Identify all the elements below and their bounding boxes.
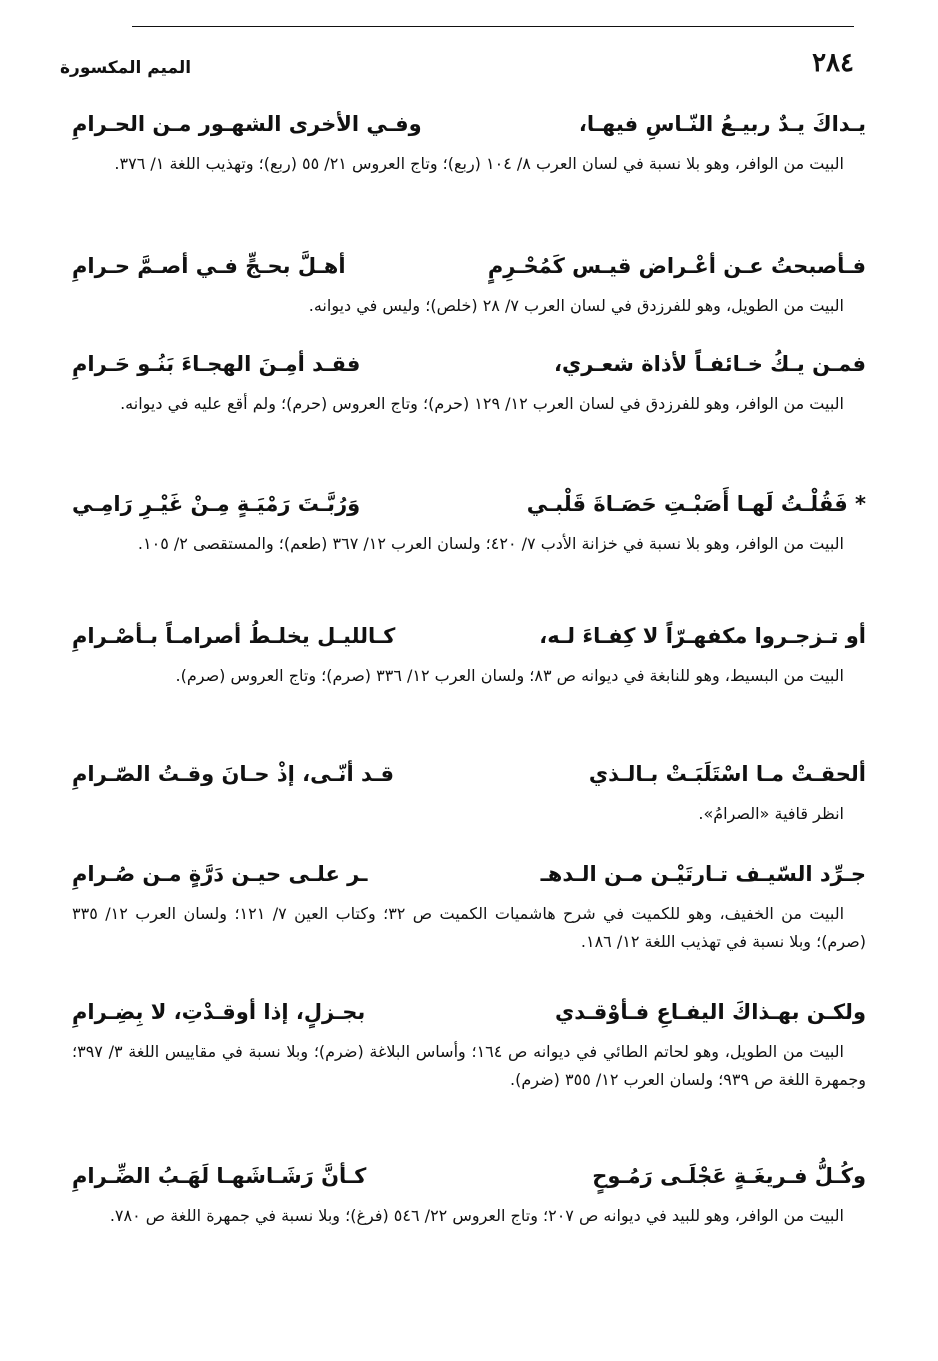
verse-note: البيت من الوافر، وهو للبيد في ديوانه ص ٢٠٧؛ وتاج العروس ٢٢/ ٥٤٦ (فرغ)؛ وبلا نسبة في جمهرة اللغة ص ٧٨٠. bbox=[109, 1206, 844, 1225]
verse-first-hemistich: فمـن يـكُ خـائفـاً لأذاة شعـري، bbox=[553, 352, 866, 376]
verse-note: البيت من الوافر، وهو بلا نسبة في خزانة الأدب ٧/ ٤٢٠؛ ولسان العرب ١٢/ ٣٦٧ (طعم)؛ والمستقصى ٢/ ١٠٥. bbox=[137, 534, 844, 553]
verse-first-hemistich: فـأصبحتُ عـن أعْـراض قيـس كَمُحْـرِمٍ bbox=[487, 254, 866, 278]
verse-second-hemistich: بجـزلٍ، إذا أوقـدْتِ، لا بِضِـرامِ bbox=[72, 1000, 366, 1024]
verse-entry bbox=[72, 108, 866, 178]
verse-second-hemistich: قـد أنّـى، إذْ حـانَ وقـتُ الصّـرامِ bbox=[72, 762, 395, 786]
verse-second-hemistich: أهـلَّ بحـجٍّ فـي أصـمَّ حـرامِ bbox=[72, 254, 346, 278]
page-number: ٢٨٤ bbox=[812, 48, 854, 78]
verse-first-hemistich: ولكـن بهـذاكَ اليفـاعِ فـأوْقـدي bbox=[554, 1000, 866, 1024]
verse-second-hemistich: فقـد أمِـنَ الهجـاءَ بَنُـو حَـرامِ bbox=[72, 352, 361, 376]
verse-line bbox=[72, 348, 866, 388]
verse-first-hemistich: * فَقُلْـتُ لَهـا أَصَبْـتِ حَصَـاةَ قَلْبـي bbox=[526, 492, 866, 516]
header-rule bbox=[132, 26, 854, 27]
verse-line bbox=[72, 108, 866, 148]
verse-entry bbox=[72, 620, 866, 690]
verse-second-hemistich: ـر علـى حيـن دَرَّةٍ مـن صُـرامِ bbox=[72, 862, 368, 886]
verse-entry bbox=[72, 488, 866, 558]
verse-second-hemistich: كـأنَّ رَشَـاشَهـا لَهَـبُ الضِّـرامِ bbox=[72, 1164, 367, 1188]
verse-entry bbox=[72, 348, 866, 418]
verse-line bbox=[72, 250, 866, 290]
verse-note: البيت من الطويل، وهو لحاتم الطائي في ديوانه ص ١٦٤؛ وأساس البلاغة (ضرم)؛ وبلا نسبة في مقاييس اللغة ٣/ ٣٩٧؛ وجمهرة اللغة ص ٩٣٩؛ ولسان العرب ١٢/ ٣٥٥ (ضرم). bbox=[72, 1042, 866, 1089]
verse-entry bbox=[72, 758, 866, 828]
verse-line bbox=[72, 758, 866, 798]
verse-note: البيت من الوافر، وهو بلا نسبة في لسان العرب ٨/ ١٠٤ (ربع)؛ وتاج العروس ٢١/ ٥٥ (ربع)؛ وتهذيب اللغة ١/ ٣٧٦. bbox=[114, 154, 844, 173]
verse-note: انظر قافية «الصرامُ». bbox=[698, 804, 844, 823]
verse-first-hemistich: أو تـزجـروا مكفهـرّاً لا كِفـاءَ لـه، bbox=[539, 624, 866, 648]
verse-first-hemistich: يـداكَ يـدٌ ربيـعُ النّـاسِ فيهـا، bbox=[578, 112, 866, 136]
verse-line bbox=[72, 620, 866, 660]
verse-line bbox=[72, 996, 866, 1036]
verse-first-hemistich: وكُـلُّ فـريغَـةٍ عَجْلَـى رَمُـوحٍ bbox=[592, 1164, 866, 1188]
verse-second-hemistich: وفـي الأخرى الشهـور مـن الحـرامِ bbox=[72, 112, 422, 136]
verse-line bbox=[72, 1160, 866, 1200]
verse-note: البيت من الوافر، وهو للفرزدق في لسان العرب ١٢/ ١٢٩ (حرم)؛ وتاج العروس (حرم)؛ ولم أقع عليه في ديوانه. bbox=[120, 394, 844, 413]
page-header bbox=[60, 48, 854, 88]
verse-note: البيت من الطويل، وهو للفرزدق في لسان العرب ٧/ ٢٨ (خلص)؛ وليس في ديوانه. bbox=[308, 296, 844, 315]
verse-first-hemistich: ألحقـتْ مـا اسْتَلَبَـتْ بـالـذي bbox=[588, 762, 866, 786]
verse-line bbox=[72, 858, 866, 898]
verse-line bbox=[72, 488, 866, 528]
verse-note: البيت من الخفيف، وهو للكميت في شرح هاشميات الكميت ص ٣٢؛ وكتاب العين ٧/ ١٢١؛ ولسان العرب ١٢/ ٣٣٥ (صرم)؛ وبلا نسبة في تهذيب اللغة ١٢/ ١٨٦. bbox=[72, 904, 866, 951]
running-title: الميم المكسورة bbox=[60, 58, 192, 78]
verse-first-hemistich: جـرِّد السّيـف تـارتَيْـن مـن الـدهـ bbox=[540, 862, 866, 886]
verse-note: البيت من البسيط، وهو للنابغة في ديوانه ص ٨٣؛ ولسان العرب ١٢/ ٣٣٦ (صرم)؛ وتاج العروس (صرم). bbox=[175, 666, 844, 685]
verse-second-hemistich: كـالليـل يخلـطُ أصرامـاً بـأصْـرامِ bbox=[72, 624, 396, 648]
verse-entry bbox=[72, 250, 866, 320]
verse-entry bbox=[72, 858, 866, 956]
verse-entry bbox=[72, 1160, 866, 1230]
verse-entry bbox=[72, 996, 866, 1094]
verse-second-hemistich: وَرُبَّـتَ رَمْيَـةٍ مِـنْ غَيْـرِ رَامِـي bbox=[72, 492, 361, 516]
